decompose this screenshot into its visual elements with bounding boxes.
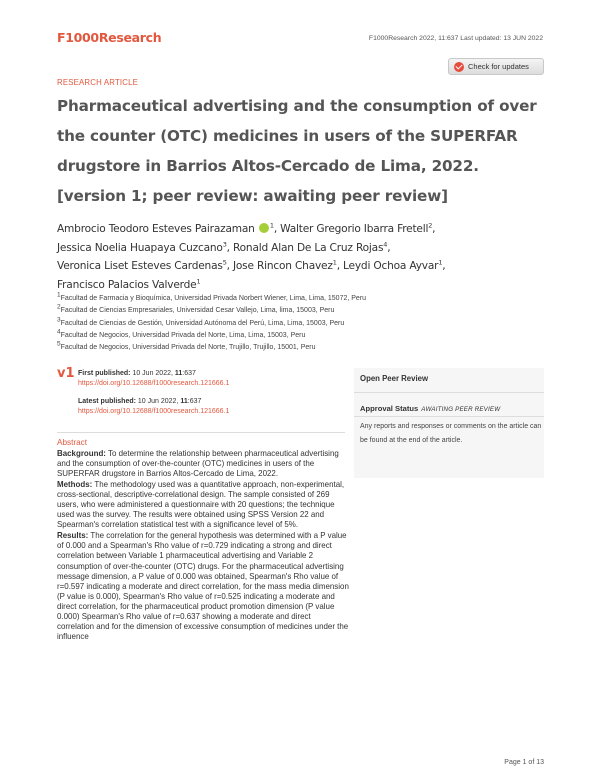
first-published: First published: 10 Jun 2022, 11:637 https://doi.org/10.12688/f1000research.121666.1 xyxy=(78,370,230,387)
latest-doi-link[interactable]: https://doi.org/10.12688/f1000research.121666.1 xyxy=(78,407,230,415)
abstract-results: Results: The correlation for the general hypothesis was determined with a P value of 0.000 and a Spearman's Rho value of r=0.729 indicating a strong and direct correlation between Variable 1 pharmaceutical advertising and Variable 2 consumption of over-the-counter (OTC) drugs. For the pharmaceutical advertising message dimension, a P value of 0.000 was obtained, Spearman's Rho value of r=0.597 indicating a moderate and direct correlation, for the mass media dimension (P value is 0.000), Spearman's Rho value of r=0.525 indicating a moderate and direct correlation, for the pharmaceutical product promotion dimension (P value 0.000) Spearman's Rho value of r=0.637 showing a moderate and direct correlation and for the dimension of excessive consumption of medicines under the influence xyxy=(57,531,349,641)
author-affil-num: 1 xyxy=(332,258,337,267)
version-tag: v1 xyxy=(57,366,75,381)
orcid-icon[interactable] xyxy=(259,223,269,233)
journal-logo[interactable]: F1000Research xyxy=(57,30,162,45)
approval-status: Approval Status AWAITING PEER REVIEW xyxy=(360,404,501,413)
author-affil-num: 3 xyxy=(222,239,227,248)
author-affil-num: 1 xyxy=(269,221,274,230)
abstract-background: Background: To determine the relationship between pharmaceutical advertising and the consumption of over-the-counter (OTC) medicines in users of the SUPERFAR drugstore in Barrios Altos-Cercado de Lima, 2022. xyxy=(57,449,339,479)
author-affil-num: 1 xyxy=(438,258,443,267)
page-number: Page 1 of 13 xyxy=(504,759,544,766)
approval-status-value: AWAITING PEER REVIEW xyxy=(421,406,501,413)
check-for-updates-label: Check for updates xyxy=(468,62,529,71)
author-name[interactable]: Leydi Ochoa Ayvar xyxy=(343,260,439,272)
peer-review-title: Open Peer Review xyxy=(360,374,429,383)
affiliation-item: $^4$Facultad de Negocios, Universidad Privada del Norte, Lima, Lima, 15003, Peru xyxy=(57,328,306,339)
affiliation-item: $^3$Facultad de Ciencias de Gestión, Universidad Autónoma del Perú, Lima, Lima, 15003, Peru xyxy=(57,316,345,327)
abstract-methods: Methods: The methodology used was a quantitative approach, non-experimental, cross-sectional, descriptive-correlational design. The sample consisted of 269 users, who were administered a questionnaire with 20 questions; the technique used was the survey. The results were obtained using SPSS Version 22 and Spearman's correlation statistical test with a significance level of 5%. xyxy=(57,480,345,530)
check-for-updates-button[interactable] xyxy=(448,58,544,75)
page-header xyxy=(57,30,543,46)
author-name[interactable]: Veronica Liset Esteves Cardenas xyxy=(57,260,223,272)
author-list: Ambrocio Teodoro Esteves Pairazaman $^1$, Walter Gregorio Ibarra Fretell$^2$, Jessica Noelia Huapaya Cuzcano$^3$, Ronald Alan De La Cruz Rojas$^4$, Veronica Liset Esteves Cardenas$^5$, Jose Rincon Chavez$^1$, Leydi Ochoa Ayvar$^1$, Francisco Palacios Valverde$^1$ xyxy=(57,221,446,291)
open-peer-review-panel xyxy=(354,368,544,478)
divider xyxy=(354,416,544,417)
abstract-body xyxy=(57,449,349,643)
author-affil-num: 5 xyxy=(222,258,227,267)
author-name[interactable]: Ronald Alan De La Cruz Rojas xyxy=(232,241,384,254)
author-name[interactable]: Walter Gregorio Ibarra Fretell xyxy=(280,223,429,235)
affiliation-item: $^1$Facultad de Farmacia y Bioquímica, Universidad Privada Norbert Wiener, Lima, Lima, 15072, Peru xyxy=(57,291,367,302)
first-doi-link[interactable]: https://doi.org/10.12688/f1000research.121666.1 xyxy=(78,379,230,387)
latest-published: Latest published: 10 Jun 2022, 11:637 https://doi.org/10.12688/f1000research.121666.1 xyxy=(78,398,230,415)
divider xyxy=(354,392,544,393)
author-affil-num: 1 xyxy=(196,276,201,285)
publication-info xyxy=(78,369,229,425)
article-title: Pharmaceutical advertising and the consumption of over the counter (OTC) medicines in users of the SUPERFAR drugstore in Barrios Altos-Cercado de Lima, 2022. [version 1; peer review: awaiting peer review] xyxy=(57,97,537,205)
affiliation-item: $^2$Facultad de Ciencias Empresariales, Universidad Cesar Vallejo, Lima, lima, 15003, Peru xyxy=(57,303,335,315)
author-name[interactable]: Ambrocio Teodoro Esteves Pairazaman xyxy=(57,223,255,235)
author-name[interactable]: Francisco Palacios Valverde xyxy=(57,278,197,291)
abstract-heading: Abstract xyxy=(57,438,88,447)
affiliation-item: $^5$Facultad de Negocios, Universidad Privada del Norte, Trujillo, Trujillo, 15001, Peru xyxy=(57,340,316,352)
author-affil-num: 2 xyxy=(428,221,433,230)
affiliation-list xyxy=(57,293,366,354)
divider xyxy=(57,432,345,433)
citation-line: F1000Research 2022, 11:637 Last updated: 13 JUN 2022 xyxy=(368,35,543,42)
author-name[interactable]: Jessica Noelia Huapaya Cuzcano xyxy=(57,241,223,254)
author-name[interactable]: Jose Rincon Chavez xyxy=(232,260,333,272)
peer-review-note: Any reports and responses or comments on the article can be found at the end of the article. xyxy=(360,423,542,444)
article-type: RESEARCH ARTICLE xyxy=(57,78,139,87)
author-affil-num: 4 xyxy=(383,239,388,248)
check-mark-icon xyxy=(454,62,464,72)
